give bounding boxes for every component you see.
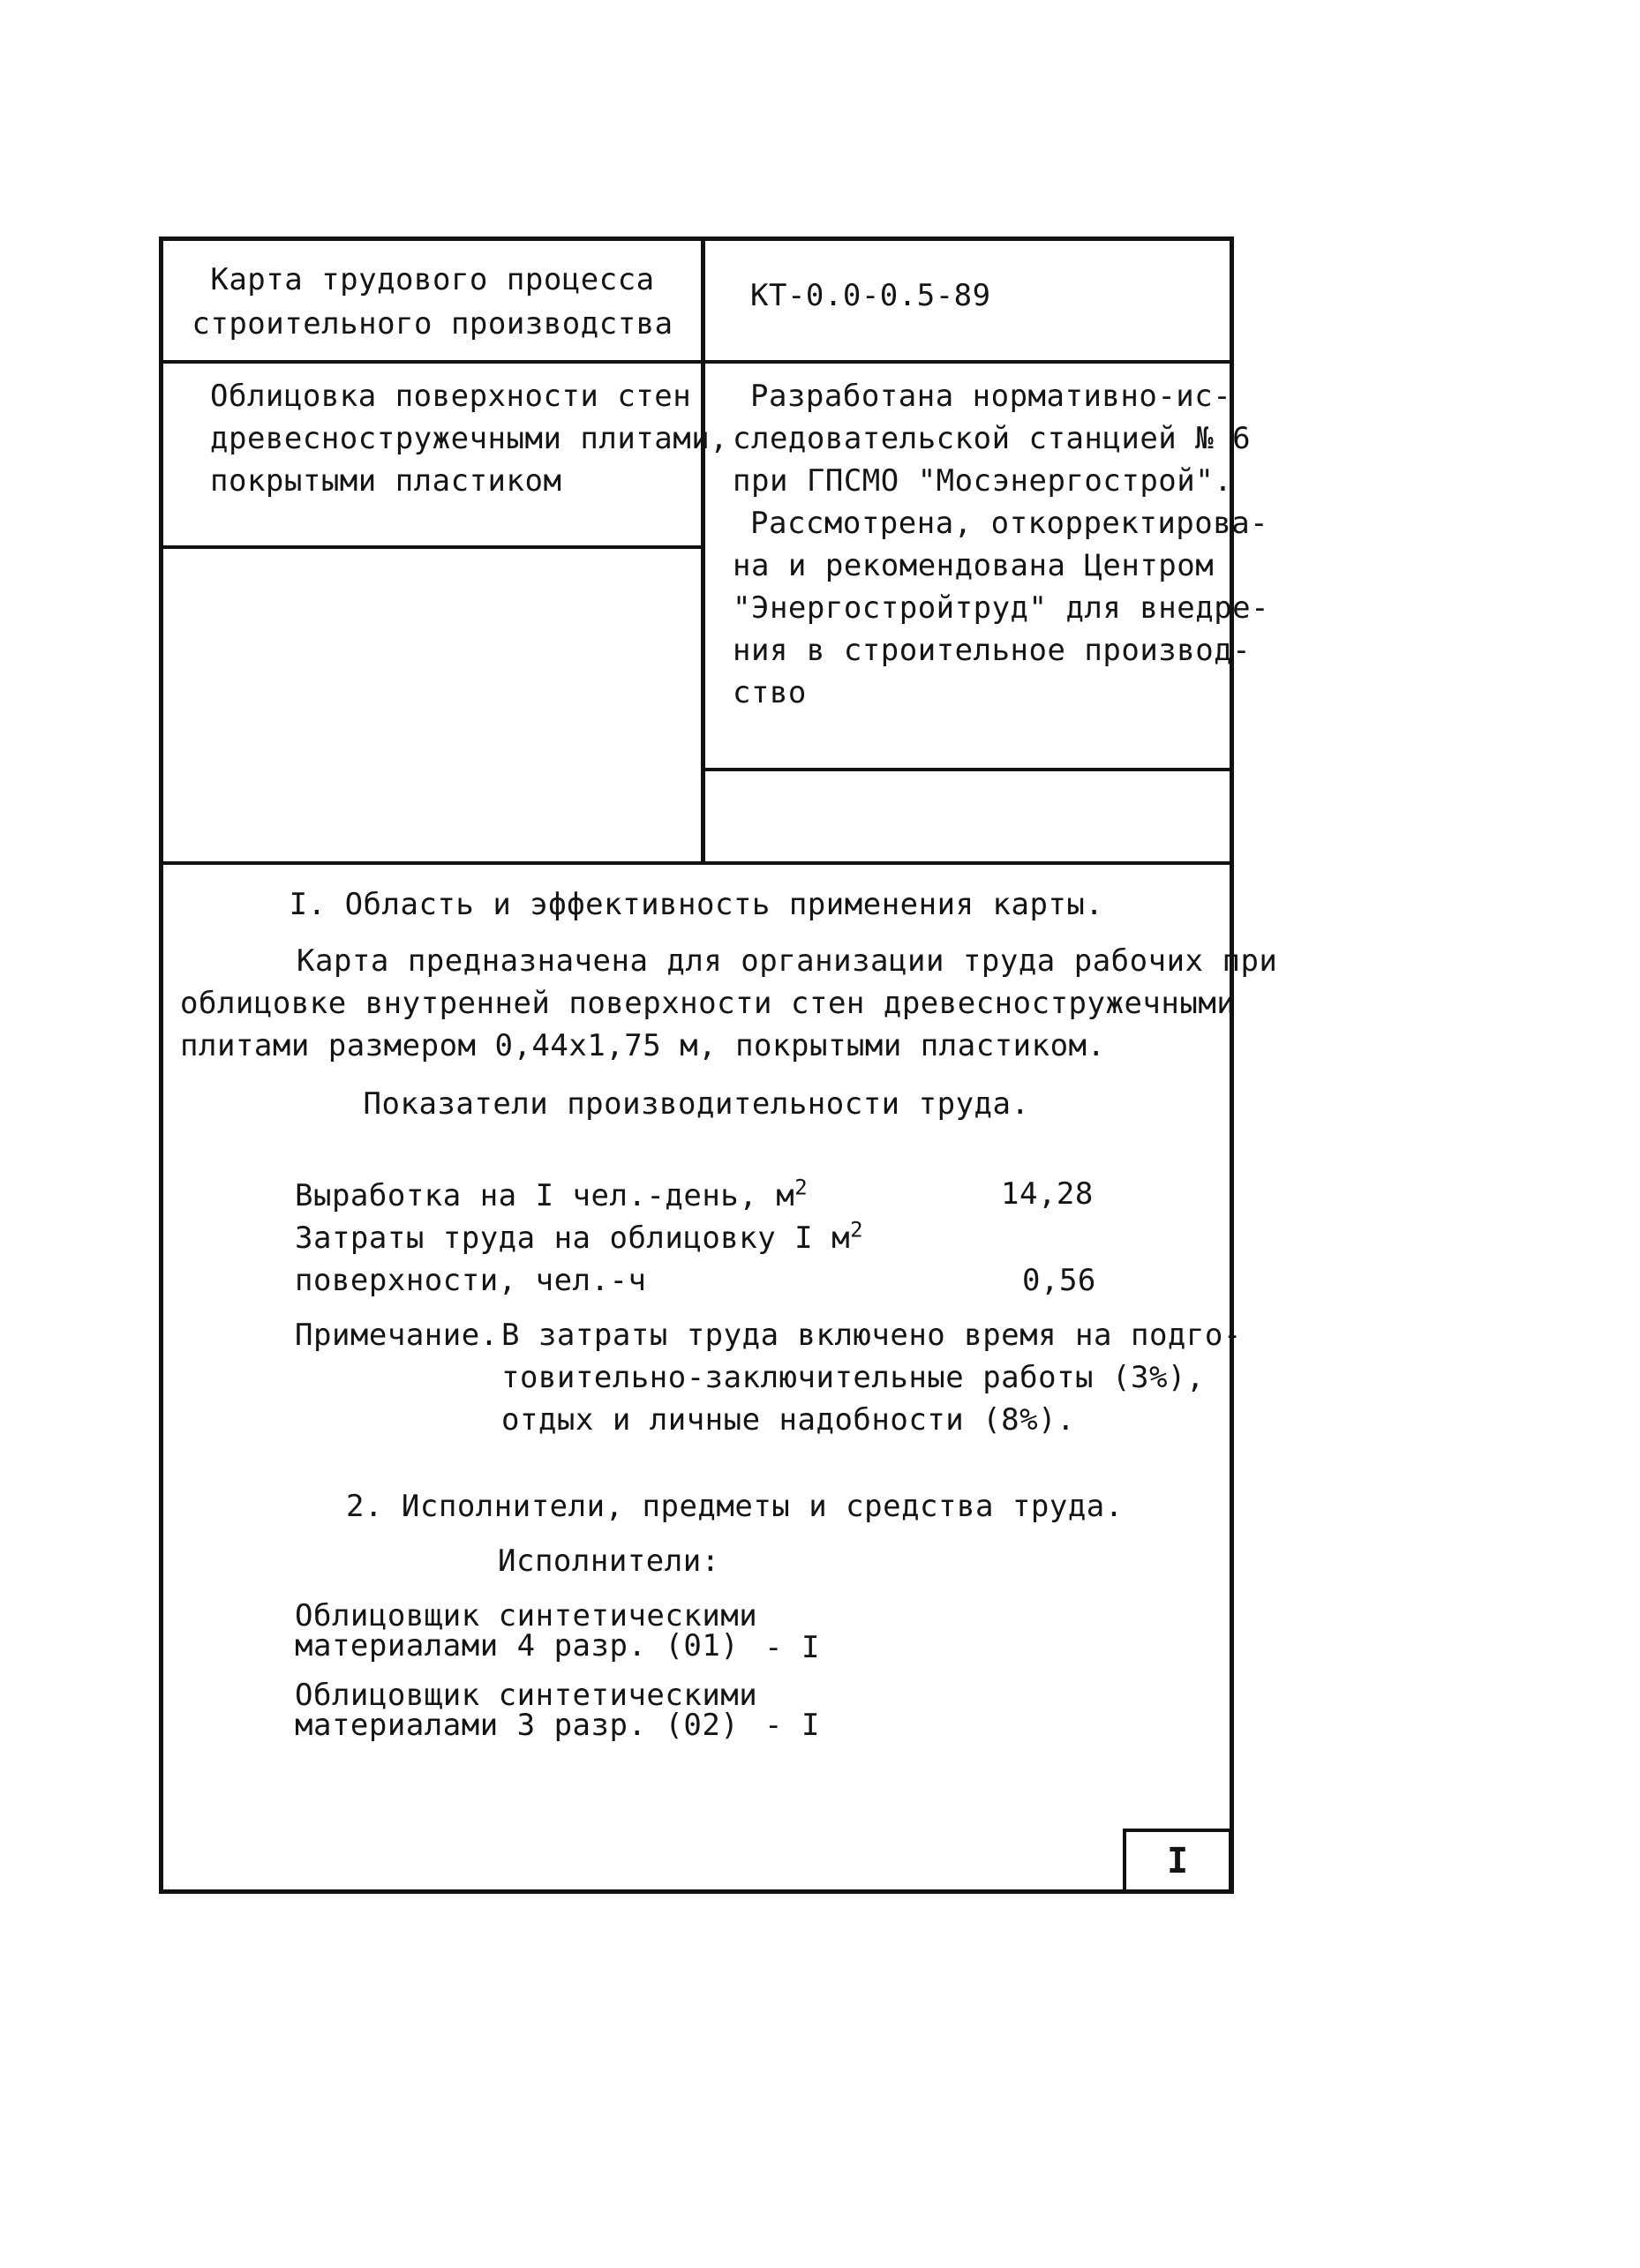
section1-intro-line-1: Карта предназначена для организации труда рабочих при (297, 943, 1278, 979)
output-label: Выработка на I чел.-день, $м^2$ (295, 1175, 809, 1213)
output-value: 14,28 (1001, 1176, 1094, 1212)
performer-1-count: - I (764, 1630, 820, 1665)
card-title-line-2: строительного производства (192, 306, 673, 342)
performer-2-line-2: материалами 3 разр. (02) (295, 1708, 740, 1743)
subject-line-1: Облицовка поверхности стен (210, 379, 692, 414)
labor-label-line-1: Затраты труда на облицовку I $м^2$ (295, 1217, 864, 1256)
performer-1-line-1: Облицовщик синтетическими (295, 1598, 758, 1633)
note-label: Примечание. (295, 1318, 499, 1353)
header-divider-left-row2 (159, 545, 703, 549)
page-number-box (1123, 1829, 1232, 1894)
indicators-heading: Показатели производительности труда. (363, 1086, 1030, 1122)
subject-line-2: древесностружечными плитами, (210, 421, 729, 456)
performer-2-line-1: Облицовщик синтетическими (295, 1678, 758, 1713)
developer-note-line-6: "Энергостройтруд" для внедре- (733, 590, 1270, 626)
header-divider-row1 (159, 360, 1234, 364)
developer-note-line-7: ния в строительное производ- (733, 633, 1252, 668)
labor-value: 0,56 (1022, 1263, 1096, 1298)
card-code: КТ-0.0-0.5-89 (750, 278, 991, 313)
header-bottom-line (159, 861, 1234, 865)
note-line-1: В затраты труда включено время на подго- (501, 1318, 1242, 1353)
card-title-line-1: Карта трудового процесса (210, 262, 655, 297)
section2-heading: 2. Исполнители, предметы и средства труда. (346, 1489, 1124, 1524)
developer-note-line-4: Рассмотрена, откорректирова- (750, 506, 1269, 541)
developer-note-line-5: на и рекомендована Центром (733, 548, 1215, 583)
developer-note-line-1: Разработана нормативно-ис- (750, 379, 1232, 414)
section1-intro-line-2: облицовке внутренней поверхности стен древесностружечными (180, 986, 1236, 1021)
performer-1-line-2: материалами 4 разр. (01) (295, 1628, 740, 1663)
page-number: I (1166, 1841, 1189, 1881)
note-line-3: отдых и личные надобности (8%). (501, 1402, 1076, 1438)
header-divider-right-row2 (703, 768, 1232, 771)
note-line-2: товительно-заключительные работы (3%), (501, 1360, 1205, 1395)
section1-heading: I. Область и эффективность применения карты. (289, 887, 1104, 922)
labor-label-line-2: поверхности, чел.-ч (295, 1263, 647, 1298)
developer-note-line-8: ство (733, 675, 807, 710)
performers-heading: Исполнители: (498, 1543, 720, 1579)
subject-line-3: покрытыми пластиком (210, 463, 562, 499)
developer-note-line-3: при ГПСМО "Мосэнергострой". (733, 463, 1233, 499)
performer-2-count: - I (764, 1708, 820, 1743)
developer-note-line-2: следовательской станцией № 6 (733, 421, 1252, 456)
section1-intro-line-3: плитами размером 0,44х1,75 м, покрытыми пластиком. (180, 1028, 1106, 1063)
